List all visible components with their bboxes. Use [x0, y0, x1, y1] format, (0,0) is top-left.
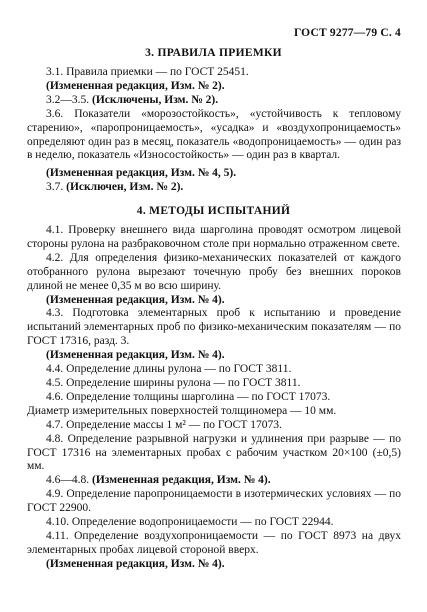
paragraph-4-11: 4.11. Определение воздухопроницаемости — по ГОСТ 8973 на двух элементарных пробах лицевой стороной вверх.: [27, 529, 401, 556]
paragraph-4-9: 4.9. Определение паропроницаемости в изотермических условиях — по ГОСТ 22900.: [27, 488, 401, 515]
paragraph-4-6-4-8: [27, 474, 401, 488]
paragraph-3-6: 3.6. Показатели «морозостойкость», «устойчивость к тепловому старению», «паропроницаемость», «усадка» и «воздухопроницаемость» определяют один раз в месяц, показатель «водопроницаемость» — один раз в неделю, показатель «Износостойкость» — один раз в квартал.: [27, 107, 401, 162]
paragraph-number: 3.7.: [46, 181, 64, 194]
amendment-note: (Измененная редакция, Изм. № 4).: [46, 557, 225, 570]
amendment-note: (Измененная редакция, Изм. № 4).: [92, 474, 271, 487]
paragraph-4-2: 4.2. Для определения физико-механических показателей от каждого отобранного рулона вырезают точечную пробу без внешних пороков длиной не менее 0,35 м во всю ширину.: [27, 251, 401, 292]
paragraph-4-6: 4.6. Определение толщины шарголина — по ГОСТ 17073.: [46, 390, 331, 403]
paragraph-4-5: 4.5. Определение ширины рулона — по ГОСТ 3811.: [46, 376, 301, 389]
paragraph-3-2-3-5: [27, 94, 401, 108]
amendment-note: (Измененная редакция, Изм. № 4, 5).: [46, 167, 237, 180]
paragraph-4-3: 4.3. Подготовка элементарных проб к испытанию и проведение испытаний элементарных проб по физико-механическим показателям — по ГОСТ 17316, разд. 3.: [27, 307, 401, 348]
amendment-note: (Измененная редакция, Изм. № 4).: [46, 349, 225, 362]
paragraph-4-7: 4.7. Определение массы 1 м² — по ГОСТ 17073.: [46, 418, 282, 431]
paragraph-4-10: 4.10. Определение водопроницаемости — по ГОСТ 22944.: [46, 516, 334, 529]
section-3-body: [27, 66, 401, 195]
paragraph-number: 3.2—3.5.: [46, 93, 90, 106]
paragraph-number: 4.6—4.8.: [46, 474, 90, 487]
section-4-title: 4. МЕТОДЫ ИСПЫТАНИЙ: [136, 205, 291, 217]
section-4-body: [27, 224, 401, 572]
amendment-note: (Измененная редакция, Изм. № 2).: [46, 79, 225, 92]
paragraph-3-7: [27, 181, 401, 195]
section-3-title: 3. ПРАВИЛА ПРИЕМКИ: [145, 47, 282, 59]
paragraph-3-1: 3.1. Правила приемки — по ГОСТ 25451.: [46, 66, 249, 78]
paragraph-4-8: 4.8. Определение разрывной нагрузки и удлинения при разрыве — по ГОСТ 17316 на элементарных пробах с рабочим участком 20×100 (±0,5) мм.: [27, 432, 401, 473]
amendment-note: (Исключены, Изм. № 2).: [92, 93, 219, 106]
paragraph-4-1: 4.1. Проверку внешнего вида шарголина проводят осмотром лицевой стороны рулона на разбраковочном столе при нормально отраженном свете.: [27, 224, 401, 250]
page-header: ГОСТ 9277—79 С. 4: [293, 27, 401, 39]
amendment-note: (Исключен, Изм. № 2).: [66, 181, 184, 194]
paragraph-4-4: 4.4. Определение длины рулона — по ГОСТ 3811.: [46, 363, 292, 376]
amendment-note: (Измененная редакция, Изм. № 4).: [46, 293, 225, 306]
paragraph-4-6-continued: Диаметр измерительных поверхностей толщиномера — 10 мм.: [27, 404, 337, 417]
